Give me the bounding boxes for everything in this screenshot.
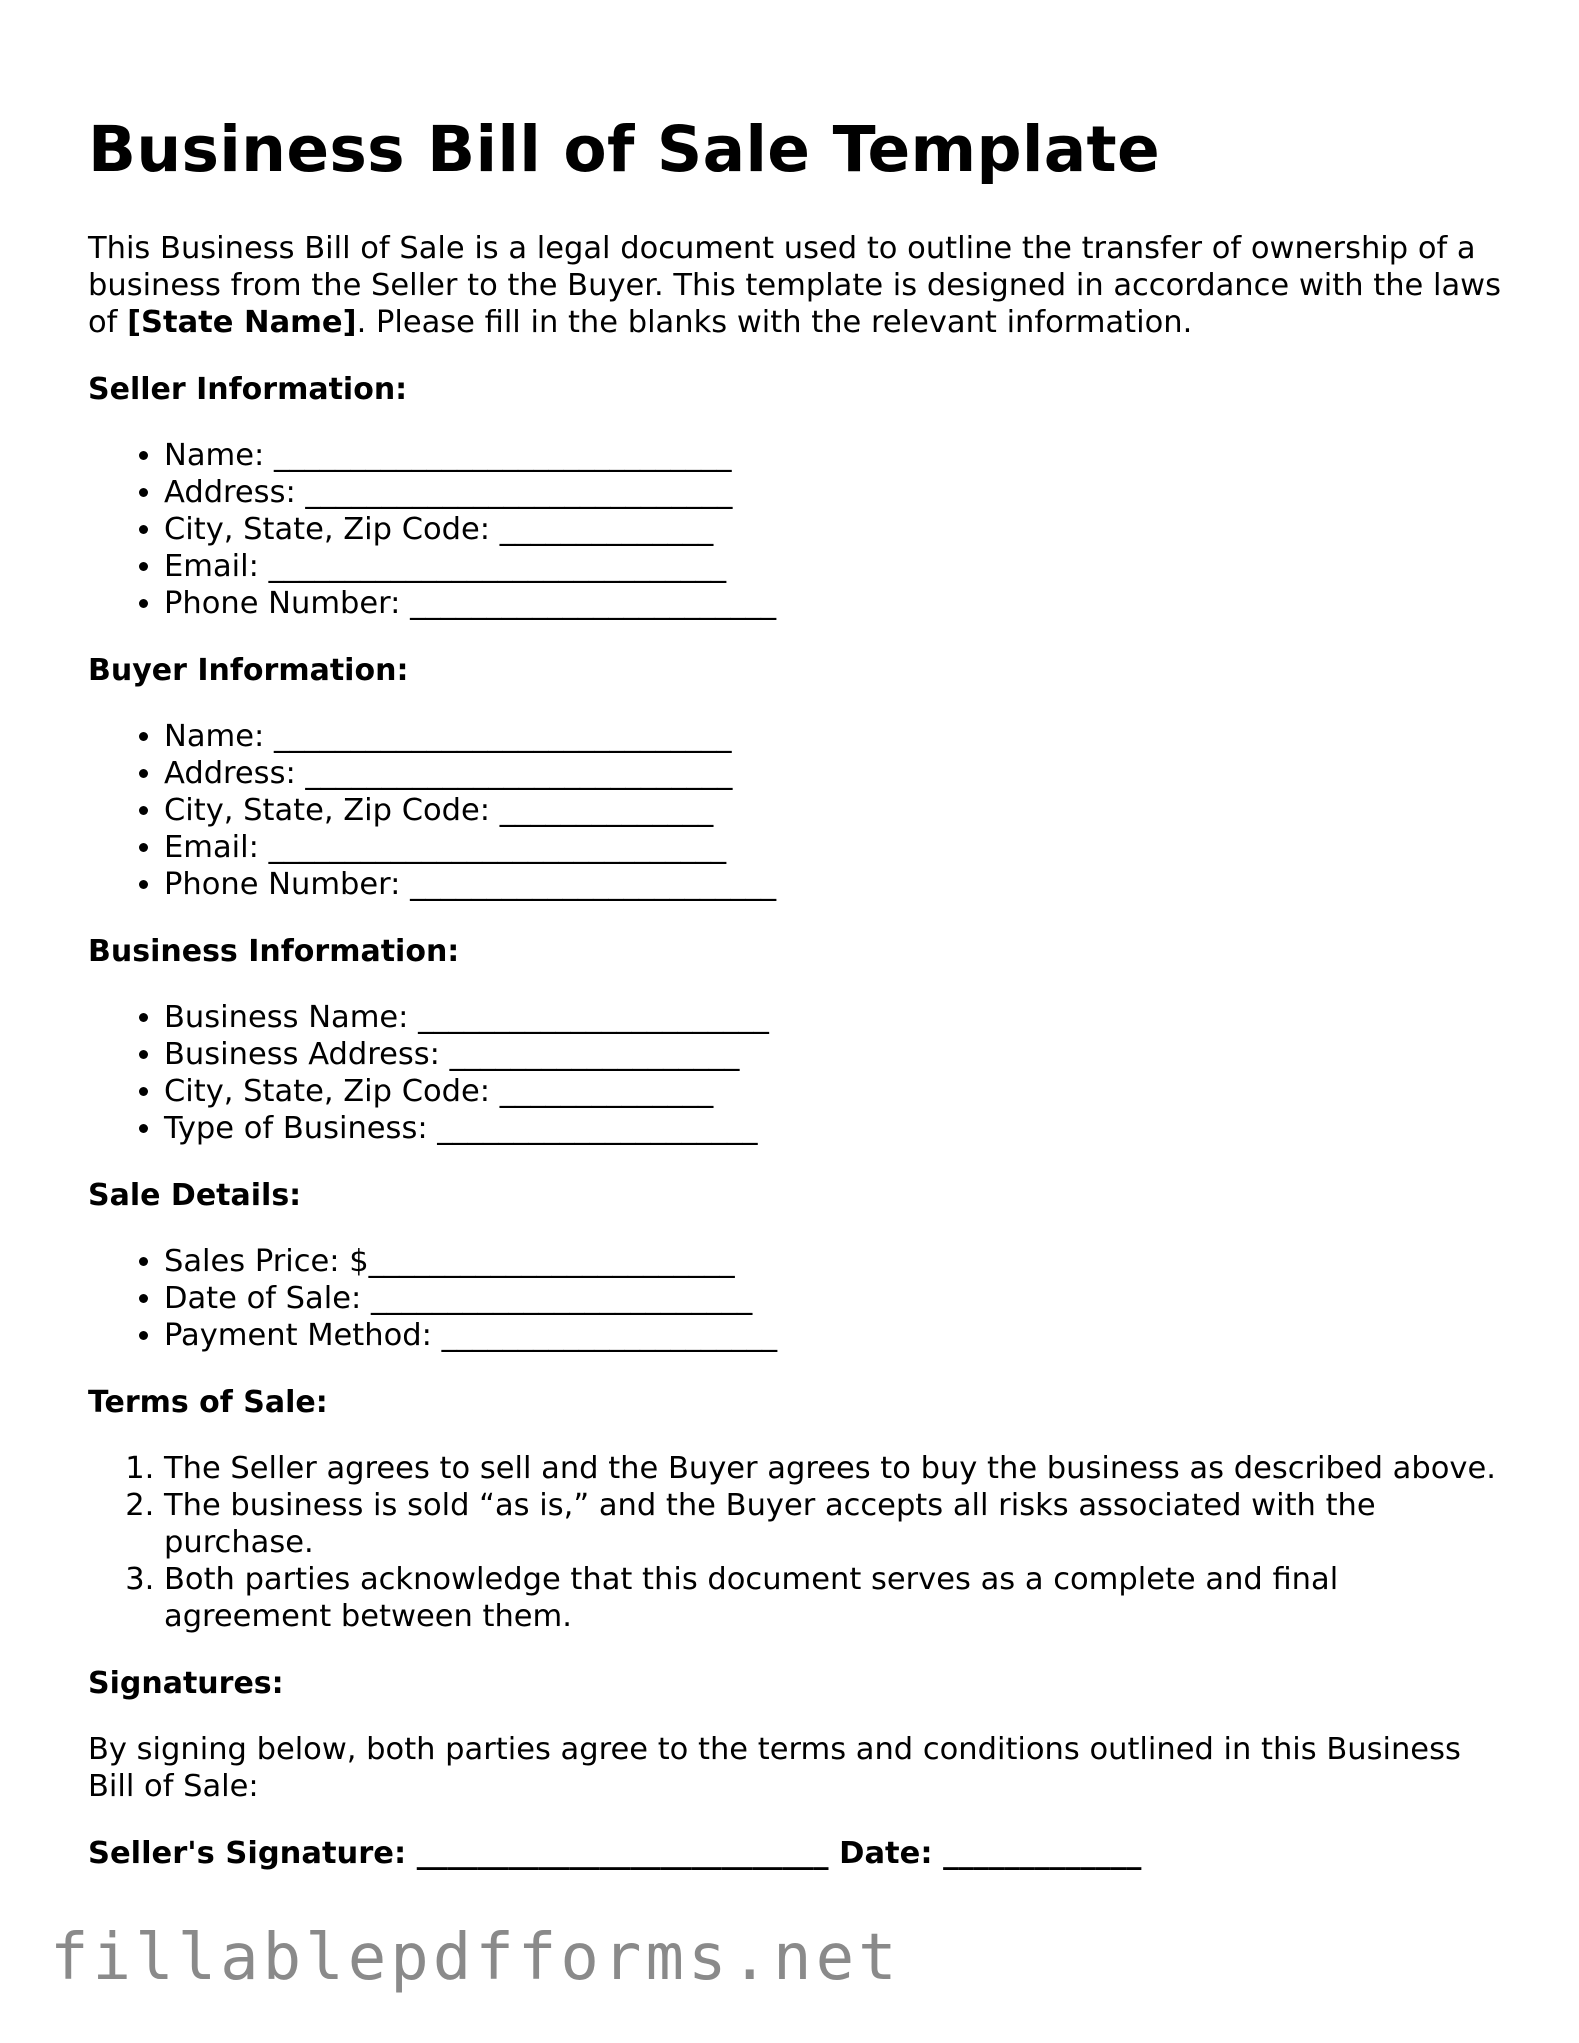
date-of-sale-field[interactable]: • Date of Sale: _________________________ [164, 1280, 1508, 1317]
sale-heading: Sale Details: [88, 1178, 302, 1213]
terms-list [88, 1450, 1508, 1635]
buyer-name-field[interactable]: • Name: ______________________________ [164, 718, 1508, 755]
intro-paragraph [88, 230, 1508, 341]
page-title: Business Bill of Sale Template [88, 113, 1161, 186]
buyer-list [88, 718, 1508, 903]
intro-text-before: This Business Bill of Sale is a legal document used to outline the transfer of ownership of a business from the Seller to the Buyer. This template is designed in accordance with the laws of [88, 231, 1501, 340]
term-item: 2. The business is sold “as is,” and the Buyer accepts all risks associated with the purchase. [164, 1487, 1508, 1561]
buyer-address-field[interactable]: • Address: ____________________________ [164, 755, 1508, 792]
business-address-field[interactable]: • Business Address: ___________________ [164, 1036, 1508, 1073]
document-page [88, 110, 1508, 1872]
seller-heading: Seller Information: [88, 372, 408, 407]
buyer-heading: Buyer Information: [88, 653, 409, 688]
sales-price-field[interactable]: • Sales Price: $________________________ [164, 1243, 1508, 1280]
seller-email-field[interactable]: • Email: ______________________________ [164, 548, 1508, 585]
seller-phone-field[interactable]: • Phone Number: ________________________ [164, 585, 1508, 622]
terms-heading: Terms of Sale: [88, 1385, 328, 1420]
buyer-phone-field[interactable]: • Phone Number: ________________________ [164, 866, 1508, 903]
business-heading: Business Information: [88, 934, 460, 969]
seller-signature-line[interactable]: Seller's Signature: ___________________________ Date: _____________ [88, 1836, 1142, 1871]
sale-list [88, 1243, 1508, 1354]
signatures-heading: Signatures: [88, 1666, 284, 1701]
business-city-state-zip-field[interactable]: • City, State, Zip Code: ______________ [164, 1073, 1508, 1110]
seller-name-field[interactable]: • Name: ______________________________ [164, 437, 1508, 474]
signatures-text: By signing below, both parties agree to the terms and conditions outlined in this Business Bill of Sale: [88, 1732, 1461, 1804]
watermark: fillablepdfforms.net [50, 1921, 901, 1995]
payment-method-field[interactable]: • Payment Method: ______________________ [164, 1317, 1508, 1354]
intro-state-name: [State Name] [127, 305, 357, 340]
intro-text-after: . Please fill in the blanks with the relevant information. [356, 305, 1193, 340]
buyer-email-field[interactable]: • Email: ______________________________ [164, 829, 1508, 866]
business-type-field[interactable]: • Type of Business: _____________________ [164, 1110, 1508, 1147]
seller-city-state-zip-field[interactable]: • City, State, Zip Code: ______________ [164, 511, 1508, 548]
term-item: 1. The Seller agrees to sell and the Buyer agrees to buy the business as described above. [164, 1450, 1508, 1487]
seller-list [88, 437, 1508, 622]
business-name-field[interactable]: • Business Name: _______________________ [164, 999, 1508, 1036]
term-item: 3. Both parties acknowledge that this document serves as a complete and final agreement between them. [164, 1561, 1508, 1635]
buyer-city-state-zip-field[interactable]: • City, State, Zip Code: ______________ [164, 792, 1508, 829]
business-list [88, 999, 1508, 1147]
seller-address-field[interactable]: • Address: ____________________________ [164, 474, 1508, 511]
